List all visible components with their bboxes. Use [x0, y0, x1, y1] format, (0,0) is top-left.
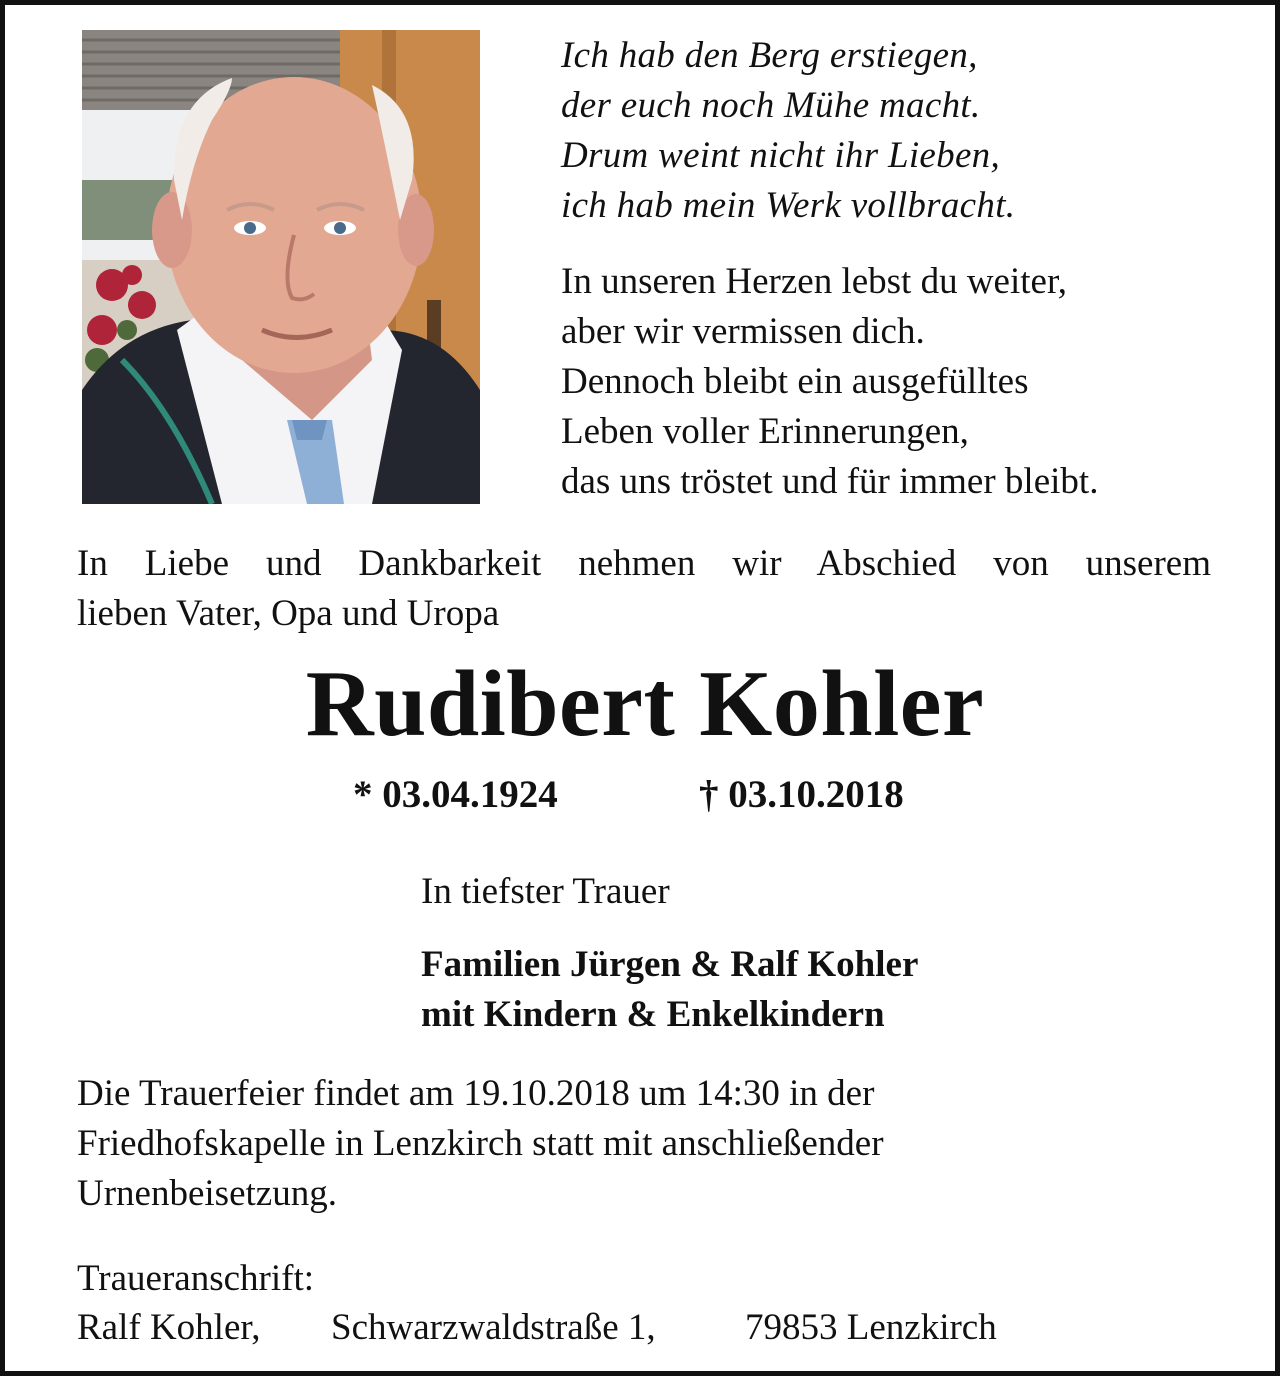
portrait-photo [82, 30, 480, 504]
intro-line: In Liebe und Dankbarkeit nehmen wir Abschied von unserem [77, 543, 1211, 584]
poem [561, 31, 1015, 231]
address-street: Schwarzwaldstraße 1, [331, 1307, 656, 1348]
birth-date: * 03.04.1924 [353, 773, 558, 816]
verse-line: aber wir vermissen dich. [561, 311, 925, 352]
verse-line: In unseren Herzen lebst du weiter, [561, 261, 1068, 302]
intro-line: lieben Vater, Opa und Uropa [77, 593, 500, 634]
poem-line: Drum weint nicht ihr Lieben, [561, 135, 1001, 176]
ceremony-info [77, 1069, 884, 1219]
address-name: Ralf Kohler, [77, 1307, 261, 1348]
remembrance-verse [561, 257, 1098, 507]
farewell-intro [77, 539, 1211, 639]
poem-line: ich hab mein Werk vollbracht. [561, 185, 1016, 226]
verse-line: Dennoch bleibt ein ausgefülltes [561, 361, 1029, 402]
mourners [421, 940, 918, 1040]
poem-line: Ich hab den Berg erstiegen, [561, 35, 978, 76]
mourning-text: In tiefster Trauer [421, 871, 670, 912]
mourning-address [77, 1303, 997, 1353]
ceremony-line: Urnenbeisetzung. [77, 1173, 337, 1214]
address-city: 79853 Lenzkirch [745, 1307, 997, 1348]
address-label: Traueranschrift: [77, 1258, 315, 1299]
mourners-line: mit Kindern & Enkelkindern [421, 994, 885, 1035]
verse-line: das uns tröstet und für immer bleibt. [561, 461, 1099, 502]
portrait-illustration [82, 30, 480, 504]
mourners-line: Familien Jürgen & Ralf Kohler [421, 944, 919, 985]
ceremony-line: Die Trauerfeier findet am 19.10.2018 um 14:30 in der [77, 1073, 875, 1114]
poem-line: der euch noch Mühe macht. [561, 85, 981, 126]
ceremony-line: Friedhofskapelle in Lenzkirch statt mit anschließender [77, 1123, 884, 1164]
verse-line: Leben voller Erinnerungen, [561, 411, 969, 452]
deceased-name: Rudibert Kohler [305, 652, 985, 756]
death-date: † 03.10.2018 [699, 773, 904, 816]
